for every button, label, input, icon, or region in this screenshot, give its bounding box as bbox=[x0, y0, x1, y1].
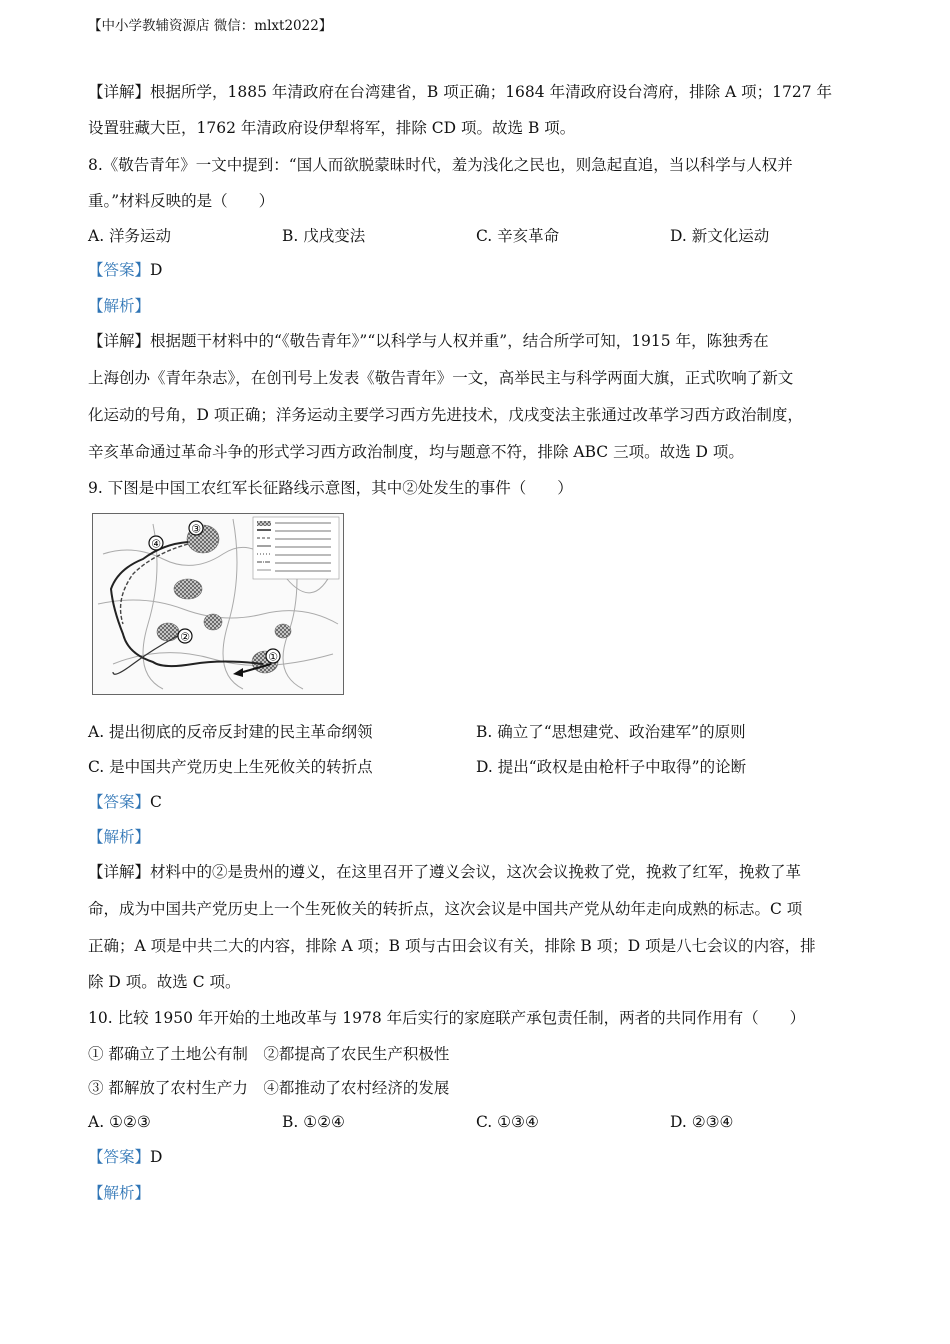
q8-option-d: D. 新文化运动 bbox=[670, 227, 770, 245]
long-march-route-map bbox=[92, 513, 344, 695]
q9-detail-line-4: 除 D 项。故选 C 项。 bbox=[88, 973, 241, 991]
answer-value: D bbox=[150, 1148, 163, 1166]
q8-detail-line-4: 辛亥革命通过革命斗争的形式学习西方政治制度，均与题意不符，排除 ABC 三项。故选 D 项。 bbox=[88, 443, 744, 461]
q10-option-d: D. ②③④ bbox=[670, 1113, 734, 1131]
page-header: 【中小学教辅资源店 微信：mlxt2022】 bbox=[88, 18, 333, 34]
q8-analysis-label: 【解析】 bbox=[88, 297, 151, 315]
answer-label: 【答案】 bbox=[88, 793, 151, 811]
q10-statements-2: ③ 都解放了农村生产力 ④都推动了农村经济的发展 bbox=[88, 1079, 450, 1097]
q9-option-d: D. 提出“政权是由枪杆子中取得”的论断 bbox=[476, 758, 747, 776]
q8-answer bbox=[88, 260, 162, 280]
q8-stem-line-2: 重。”材料反映的是（ ） bbox=[88, 192, 275, 210]
q9-option-b: B. 确立了“思想建党、政治建军”的原则 bbox=[476, 723, 746, 741]
q8-option-b: B. 戊戌变法 bbox=[282, 227, 366, 245]
map-marker-4-label: ④ bbox=[151, 537, 161, 551]
q9-option-c: C. 是中国共产党历史上生死攸关的转折点 bbox=[88, 758, 373, 776]
q10-option-a: A. ①②③ bbox=[88, 1113, 151, 1131]
answer-label: 【答案】 bbox=[88, 1148, 151, 1166]
q9-detail-line-2: 命，成为中国共产党历史上一个生死攸关的转折点，这次会议是中国共产党从幼年走向成熟的标志。C 项 bbox=[88, 900, 803, 918]
map-marker-3-label: ③ bbox=[191, 522, 201, 536]
q7-detail-line-2: 设置驻藏大臣，1762 年清政府设伊犁将军，排除 CD 项。故选 B 项。 bbox=[88, 119, 576, 137]
answer-value: D bbox=[150, 261, 163, 279]
q10-option-b: B. ①②④ bbox=[282, 1113, 345, 1131]
q10-stem: 10. 比较 1950 年开始的土地改革与 1978 年后实行的家庭联产承包责任制，两者的共同作用有（ ） bbox=[88, 1009, 806, 1027]
map-marker-1 bbox=[266, 649, 280, 664]
q10-statements-1: ① 都确立了土地公有制 ②都提高了农民生产积极性 bbox=[88, 1045, 450, 1063]
answer-value: C bbox=[150, 793, 162, 811]
q10-option-c: C. ①③④ bbox=[476, 1113, 539, 1131]
q8-detail-line-1: 【详解】根据题干材料中的“《敬告青年》”“以科学与人权并重”，结合所学可知，1915 年，陈独秀在 bbox=[88, 332, 769, 350]
map-marker-2 bbox=[178, 629, 192, 644]
q8-detail-line-3: 化运动的号角，D 项正确；洋务运动主要学习西方先进技术，戊戌变法主张通过改革学习西方政治制度， bbox=[88, 406, 803, 424]
q9-option-a: A. 提出彻底的反帝反封建的民主革命纲领 bbox=[88, 723, 373, 741]
q9-answer bbox=[88, 792, 162, 812]
answer-label: 【答案】 bbox=[88, 261, 151, 279]
map-marker-4 bbox=[149, 536, 163, 551]
q9-detail-line-3: 正确；A 项是中共二大的内容，排除 A 项；B 项与古田会议有关，排除 B 项；D 项是八七会议的内容，排 bbox=[88, 937, 816, 955]
q8-option-c: C. 辛亥革命 bbox=[476, 227, 560, 245]
q9-detail-line-1: 【详解】材料中的②是贵州的遵义，在这里召开了遵义会议，这次会议挽救了党，挽救了红军，挽救了革 bbox=[88, 863, 802, 881]
map-marker-3 bbox=[189, 521, 203, 536]
map-marker-1-label: ① bbox=[268, 650, 278, 664]
map-marker-2-label: ② bbox=[180, 630, 190, 644]
map-drawing bbox=[93, 514, 343, 694]
q10-analysis-label: 【解析】 bbox=[88, 1184, 151, 1202]
q8-stem-line-1: 8.《敬告青年》一文中提到：“国人而欲脱蒙昧时代，羞为浅化之民也，则急起直追，当以科学与人权并 bbox=[88, 156, 793, 174]
q9-analysis-label: 【解析】 bbox=[88, 828, 151, 846]
q7-detail-line-1: 【详解】根据所学，1885 年清政府在台湾建省，B 项正确；1684 年清政府设台湾府，排除 A 项；1727 年 bbox=[88, 83, 832, 101]
q8-option-a: A. 洋务运动 bbox=[88, 227, 172, 245]
q10-answer bbox=[88, 1147, 162, 1167]
q9-stem: 9. 下图是中国工农红军长征路线示意图，其中②处发生的事件（ ） bbox=[88, 479, 573, 497]
q8-detail-line-2: 上海创办《青年杂志》，在创刊号上发表《敬告青年》一文，高举民主与科学两面大旗，正式吹响了新文 bbox=[88, 369, 794, 387]
